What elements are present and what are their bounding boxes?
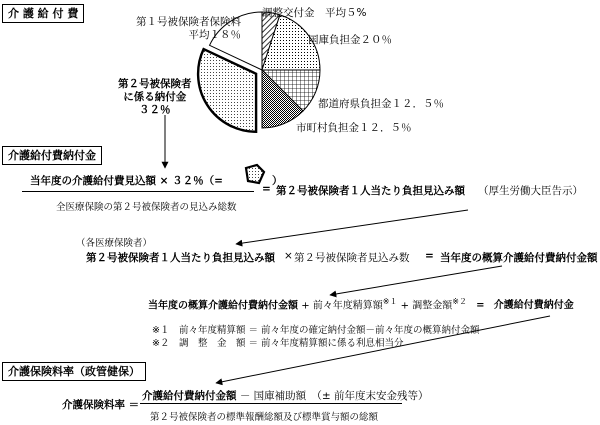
formula3-result: 介護給付費納付金: [493, 300, 574, 312]
formula2-label: （各医療保険者）: [76, 238, 153, 249]
pie-label-municipality: 市町村負担金１２．５％: [296, 122, 412, 134]
section-title-care-contribution: 介護給付費納付金: [2, 146, 102, 165]
formula1-result: 第２号被保険者１人当たり負担見込み額: [276, 185, 465, 197]
formula4-label: 介護保険料率 ＝: [62, 399, 140, 411]
formula1-denominator: 全医療保険の第２号被保険者の見込み総数: [56, 202, 237, 213]
formula3-adjustment: 調整金額: [412, 300, 453, 312]
formula3-settlement-mark: ※１: [382, 297, 398, 306]
pie-label-prefecture: 都道府県負担金１２．５％: [318, 98, 444, 110]
formula4-numerator-bold: 介護給付費納付金額: [142, 390, 237, 402]
formula3-row: [148, 296, 574, 311]
note-adjustment: ※２ 調 整 金 額 ＝ 前々年度精算額に係る利息相当分: [152, 338, 404, 349]
formula3-settlement: 前々年度精算額: [312, 300, 383, 312]
formula1-numerator: 当年度の介護給付費見込額 × ３２％（=: [30, 175, 223, 187]
formula1-note: （厚生労働大臣告示）: [478, 185, 583, 197]
section-title-premium-rate: 介護保険料率（政管健保）: [2, 362, 146, 381]
pie-label-national: 国庫負担金２０％: [308, 34, 392, 46]
formula3-equals: =: [476, 300, 485, 312]
formula4-numerator-rest: － 国庫補助額 （± 前年度末安金残等）: [236, 390, 429, 402]
arrow-to-formula2: [236, 210, 468, 244]
arrow-to-formula3: [330, 266, 502, 295]
pie-label-second-insured: 第２号被保険者 に係る納付金 ３２％: [118, 78, 192, 116]
pie-label-first-insured: [136, 16, 241, 42]
formula3-estimated-amount: 当年度の概算介護給付費納付金額: [148, 300, 298, 312]
pie-label-adjustment: 調整交付金 平均５%: [262, 7, 367, 19]
formula4-fraction-bar: [140, 403, 402, 404]
formula3-plus2: +: [400, 300, 410, 312]
note-settlement: ※１ 前々年度精算額 ＝ 前々年度の確定納付金額－前々年度の概算納付金額: [152, 325, 480, 336]
formula2-result: 当年度の概算介護給付費納付金額: [440, 252, 598, 264]
formula2-times: ×: [284, 250, 293, 262]
formula1-close-paren: ）: [272, 175, 283, 187]
formula3-plus1: +: [301, 300, 310, 312]
formula3-adjustment-mark: ※２: [452, 297, 467, 306]
formula4-numerator: [142, 388, 429, 403]
pie-label-text: 第１号被保険者保険料 平均１８％: [136, 16, 241, 41]
formula2-insured-count: 第２号被保険者見込み数: [294, 252, 410, 264]
formula1-fraction-bar: [22, 191, 254, 192]
formula1-equals: =: [262, 183, 271, 195]
section-title-care-benefit-cost: 介 護 給 付 費: [2, 4, 84, 23]
formula2-per-capita: 第２号被保険者１人当たり負担見込み額: [86, 252, 275, 264]
formula4-denominator: 第２号被保険者の標準報酬総額及び標準賞与額の総額: [150, 412, 379, 423]
share-32-symbol: [246, 165, 264, 183]
formula2-equals: =: [425, 250, 434, 262]
